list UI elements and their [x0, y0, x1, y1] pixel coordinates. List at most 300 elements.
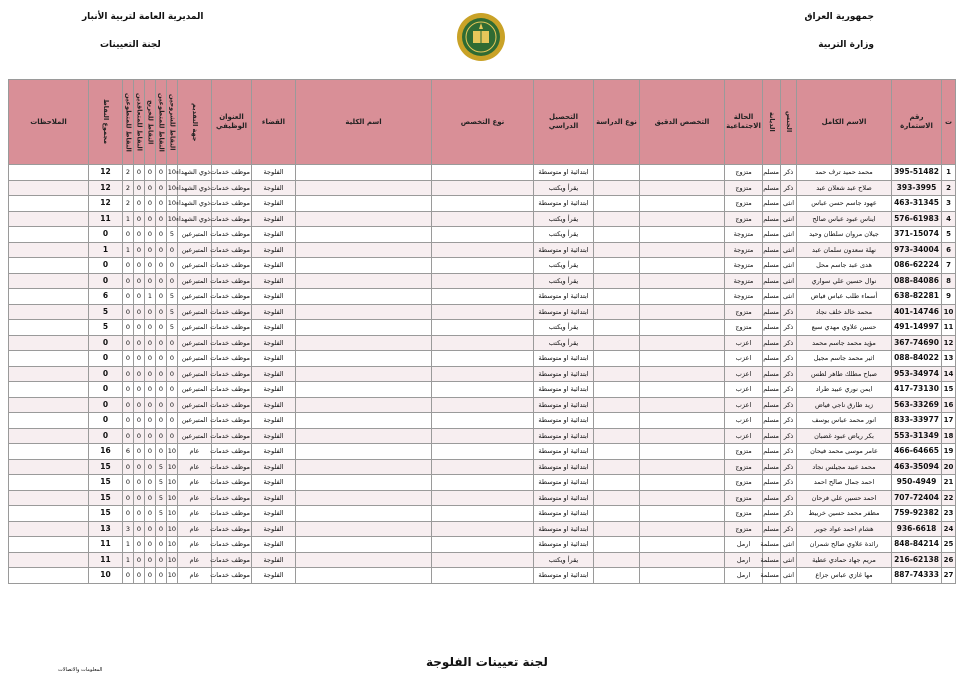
col-header: نوع التخصص — [432, 80, 534, 165]
table-cell: 0 — [123, 428, 134, 444]
table-cell: مسلم — [763, 211, 781, 227]
table-cell: مسلم — [763, 304, 781, 320]
table-cell: انثى — [781, 568, 797, 584]
table-cell: 0 — [134, 537, 145, 553]
table-cell: الفلوجة — [252, 537, 296, 553]
table-cell: مسلم — [763, 227, 781, 243]
table-cell — [432, 413, 534, 429]
table-cell: مسلم — [763, 320, 781, 336]
table-cell: 950-4949 — [892, 475, 942, 491]
table-cell: يقرأ ويكتب — [534, 552, 594, 568]
table-cell: 10 — [167, 568, 178, 584]
table-cell — [296, 211, 432, 227]
col-header: التخصص الدقيق — [640, 80, 725, 165]
table-row — [9, 459, 956, 475]
table-cell: الفلوجة — [252, 289, 296, 305]
table-cell: 1 — [123, 211, 134, 227]
table-cell: متزوج — [725, 320, 763, 336]
table-cell: 0 — [167, 258, 178, 274]
table-cell: 0 — [134, 552, 145, 568]
table-cell — [432, 459, 534, 475]
table-cell: 0 — [156, 335, 167, 351]
table-cell: مسلمة — [763, 552, 781, 568]
header-left-line1: المديرية العامة لتربية الأنبار — [82, 12, 204, 22]
table-cell: 0 — [134, 335, 145, 351]
table-cell: 11 — [89, 537, 123, 553]
table-cell: 0 — [134, 397, 145, 413]
table-cell: 0 — [167, 242, 178, 258]
table-cell — [296, 320, 432, 336]
col-header: اسم الكلية — [296, 80, 432, 165]
table-cell: حسين علاوي مهدي سبع — [797, 320, 892, 336]
table-cell: احمد حسين علي فرحان — [797, 490, 892, 506]
col-header: الاسم الكامل — [797, 80, 892, 165]
table-cell: 0 — [134, 521, 145, 537]
table-cell: مسلمة — [763, 537, 781, 553]
table-cell: متزوج — [725, 459, 763, 475]
table-cell — [594, 397, 640, 413]
table-cell: 0 — [156, 413, 167, 429]
table-cell: مسلم — [763, 521, 781, 537]
table-cell — [296, 196, 432, 212]
table-cell: عام — [178, 521, 212, 537]
table-cell: موظف خدمات — [212, 475, 252, 491]
table-cell: موظف خدمات — [212, 413, 252, 429]
table-cell: انثى — [781, 196, 797, 212]
table-cell — [640, 397, 725, 413]
table-cell: 0 — [89, 397, 123, 413]
table-cell: المتبرعين — [178, 397, 212, 413]
table-cell — [9, 475, 89, 491]
table-cell: 10 — [167, 537, 178, 553]
table-cell: مها غازي عباس جزاع — [797, 568, 892, 584]
table-cell — [640, 444, 725, 460]
table-cell: 0 — [134, 242, 145, 258]
table-cell — [296, 242, 432, 258]
table-cell: 0 — [156, 351, 167, 367]
table-cell: 20 — [942, 459, 956, 475]
table-cell — [594, 351, 640, 367]
table-row — [9, 490, 956, 506]
table-cell — [640, 258, 725, 274]
table-cell: 936-6618 — [892, 521, 942, 537]
table-cell: عام — [178, 552, 212, 568]
table-cell: 367-74690 — [892, 335, 942, 351]
table-cell: انثى — [781, 537, 797, 553]
table-cell — [594, 227, 640, 243]
table-cell: 16 — [89, 444, 123, 460]
table-cell: الفلوجة — [252, 444, 296, 460]
table-cell: 10 — [167, 552, 178, 568]
table-cell — [9, 568, 89, 584]
table-cell: 0 — [145, 428, 156, 444]
table-cell — [296, 552, 432, 568]
table-cell — [640, 382, 725, 398]
table-cell: اعزب — [725, 335, 763, 351]
table-cell: ابتدائية او متوسطة — [534, 537, 594, 553]
table-cell: ذكر — [781, 180, 797, 196]
table-cell — [432, 165, 534, 181]
table-cell: 0 — [145, 165, 156, 181]
table-cell: ذكر — [781, 490, 797, 506]
table-cell: الفلوجة — [252, 382, 296, 398]
table-cell: هدى عبد جاسم محل — [797, 258, 892, 274]
col-header: رقم الاستمارة — [892, 80, 942, 165]
table-cell: عام — [178, 490, 212, 506]
col-header: ت — [942, 80, 956, 165]
table-cell: 10 — [167, 521, 178, 537]
table-cell: 0 — [89, 351, 123, 367]
table-cell: موظف خدمات — [212, 490, 252, 506]
table-cell: 0 — [123, 366, 134, 382]
table-cell: 19 — [942, 444, 956, 460]
table-row — [9, 165, 956, 181]
table-cell: 0 — [156, 320, 167, 336]
table-cell — [9, 397, 89, 413]
table-cell: 0 — [145, 180, 156, 196]
table-cell — [9, 227, 89, 243]
table-cell — [432, 242, 534, 258]
table-cell: 10 — [167, 165, 178, 181]
table-cell: 417-73130 — [892, 382, 942, 398]
table-cell: المتبرعين — [178, 242, 212, 258]
table-cell: 0 — [145, 211, 156, 227]
table-cell: 21 — [942, 475, 956, 491]
table-cell: مسلم — [763, 242, 781, 258]
table-cell: موظف خدمات — [212, 335, 252, 351]
table-cell — [296, 273, 432, 289]
table-cell — [640, 335, 725, 351]
table-cell: 9 — [942, 289, 956, 305]
table-cell — [432, 289, 534, 305]
table-cell: 953-34974 — [892, 366, 942, 382]
table-cell — [9, 196, 89, 212]
table-cell — [640, 242, 725, 258]
table-cell — [594, 258, 640, 274]
table-cell: المتبرعين — [178, 289, 212, 305]
table-row — [9, 397, 956, 413]
table-cell: موظف خدمات — [212, 320, 252, 336]
table-cell: 0 — [167, 382, 178, 398]
table-cell: المتبرعين — [178, 273, 212, 289]
table-cell: مسلم — [763, 165, 781, 181]
table-cell: 0 — [134, 366, 145, 382]
table-cell: الفلوجة — [252, 506, 296, 522]
table-cell: صباح مطلك طاهر لطس — [797, 366, 892, 382]
table-cell: نهلة سعدون سلمان عبد — [797, 242, 892, 258]
table-cell: 707-72404 — [892, 490, 942, 506]
table-cell: 576-61983 — [892, 211, 942, 227]
table-cell: 371-15074 — [892, 227, 942, 243]
table-cell — [296, 227, 432, 243]
header-right-line2: وزارة التربية — [818, 40, 874, 50]
table-cell: 15 — [89, 475, 123, 491]
table-cell: 10 — [167, 196, 178, 212]
table-cell: 12 — [89, 180, 123, 196]
table-cell: متزوجة — [725, 289, 763, 305]
table-cell: 0 — [145, 506, 156, 522]
table-cell — [9, 320, 89, 336]
table-cell: 15 — [942, 382, 956, 398]
table-cell: يقرأ ويكتب — [534, 258, 594, 274]
table-cell: 0 — [134, 444, 145, 460]
table-cell: 3 — [942, 196, 956, 212]
table-cell: 0 — [123, 459, 134, 475]
table-cell: ابتدائية او متوسطة — [534, 568, 594, 584]
table-cell — [9, 366, 89, 382]
table-cell: ذكر — [781, 304, 797, 320]
table-cell: ذكر — [781, 475, 797, 491]
table-row — [9, 506, 956, 522]
table-row — [9, 537, 956, 553]
table-cell: الفلوجة — [252, 227, 296, 243]
table-cell — [296, 521, 432, 537]
table-cell: متزوج — [725, 444, 763, 460]
table-cell — [296, 475, 432, 491]
table-cell: متزوج — [725, 304, 763, 320]
table-cell — [432, 506, 534, 522]
table-cell: 0 — [89, 258, 123, 274]
table-cell: ارمل — [725, 552, 763, 568]
table-cell: 086-62224 — [892, 258, 942, 274]
table-cell: الفلوجة — [252, 397, 296, 413]
table-cell — [296, 258, 432, 274]
table-cell — [594, 444, 640, 460]
table-cell: 5 — [167, 227, 178, 243]
table-cell: 0 — [145, 227, 156, 243]
table-cell — [640, 568, 725, 584]
table-cell: 0 — [123, 273, 134, 289]
table-cell: 0 — [145, 459, 156, 475]
table-cell: 5 — [89, 320, 123, 336]
table-cell — [594, 475, 640, 491]
table-cell — [432, 428, 534, 444]
header-right-line1: جمهورية العراق — [804, 12, 874, 22]
table-cell: 0 — [134, 382, 145, 398]
table-cell: مسلم — [763, 258, 781, 274]
table-cell: 5 — [167, 289, 178, 305]
table-row — [9, 568, 956, 584]
table-cell: 0 — [89, 335, 123, 351]
table-cell: المتبرعين — [178, 320, 212, 336]
table-cell: ابتدائية او متوسطة — [534, 444, 594, 460]
table-cell: 0 — [145, 335, 156, 351]
table-cell: 0 — [123, 351, 134, 367]
table-cell: 15 — [89, 490, 123, 506]
table-cell: 6 — [123, 444, 134, 460]
table-cell: 0 — [134, 320, 145, 336]
table-cell: 0 — [123, 490, 134, 506]
table-cell — [9, 506, 89, 522]
table-cell: 10 — [89, 568, 123, 584]
table-cell — [296, 537, 432, 553]
table-cell — [432, 196, 534, 212]
table-row — [9, 475, 956, 491]
table-cell: 0 — [89, 413, 123, 429]
table-cell: 0 — [145, 444, 156, 460]
table-cell: الفلوجة — [252, 366, 296, 382]
table-cell: 0 — [167, 397, 178, 413]
table-cell: اعزب — [725, 397, 763, 413]
table-cell: المتبرعين — [178, 304, 212, 320]
table-cell: 0 — [145, 537, 156, 553]
table-cell — [432, 366, 534, 382]
table-row — [9, 413, 956, 429]
table-cell: ذكر — [781, 428, 797, 444]
table-cell — [432, 568, 534, 584]
table-cell: 848-84214 — [892, 537, 942, 553]
table-cell: عام — [178, 475, 212, 491]
col-header: العنوان الوظيفي — [212, 80, 252, 165]
table-cell: مظفر محمد حسين خربيط — [797, 506, 892, 522]
table-cell: ابتدائية او متوسطة — [534, 521, 594, 537]
table-cell — [296, 304, 432, 320]
table-cell — [296, 397, 432, 413]
table-cell: 973-34004 — [892, 242, 942, 258]
col-header: النقاط للمتطوعين — [156, 80, 167, 165]
table-cell: ذكر — [781, 506, 797, 522]
table-cell: 0 — [145, 568, 156, 584]
table-cell: ذكر — [781, 165, 797, 181]
table-cell — [9, 165, 89, 181]
table-cell: 0 — [134, 506, 145, 522]
table-cell — [594, 180, 640, 196]
table-cell: 4 — [942, 211, 956, 227]
table-cell — [640, 552, 725, 568]
table-cell: 0 — [145, 382, 156, 398]
table-cell: ابتدائية او متوسطة — [534, 351, 594, 367]
table-cell: انثى — [781, 242, 797, 258]
table-cell — [9, 382, 89, 398]
table-cell: الفلوجة — [252, 273, 296, 289]
table-row — [9, 366, 956, 382]
table-cell: 833-33977 — [892, 413, 942, 429]
table-cell — [594, 289, 640, 305]
table-cell: ذكر — [781, 444, 797, 460]
table-cell — [594, 537, 640, 553]
table-cell: انور محمد عباس يوسف — [797, 413, 892, 429]
table-cell: مسلم — [763, 273, 781, 289]
table-cell — [594, 165, 640, 181]
table-cell: مسلمة — [763, 568, 781, 584]
table-cell: احمد جمال صالح احمد — [797, 475, 892, 491]
table-cell — [9, 537, 89, 553]
table-cell: مسلم — [763, 413, 781, 429]
table-cell — [594, 428, 640, 444]
table-cell: المتبرعين — [178, 413, 212, 429]
table-cell: الفلوجة — [252, 211, 296, 227]
table-cell — [9, 335, 89, 351]
table-cell: ارمل — [725, 568, 763, 584]
table-cell: 0 — [145, 366, 156, 382]
table-cell — [296, 459, 432, 475]
table-cell: يقرأ ويكتب — [534, 227, 594, 243]
table-cell: ابتدائية او متوسطة — [534, 242, 594, 258]
table-cell: 5 — [156, 490, 167, 506]
table-cell — [432, 180, 534, 196]
table-row — [9, 351, 956, 367]
table-row — [9, 258, 956, 274]
table-cell: 10 — [167, 459, 178, 475]
table-cell: ابتدائية او متوسطة — [534, 506, 594, 522]
table-cell: 0 — [123, 258, 134, 274]
table-cell: مؤيد محمد جاسم محمد — [797, 335, 892, 351]
table-cell: 0 — [145, 258, 156, 274]
table-cell — [594, 196, 640, 212]
table-cell: 2 — [123, 180, 134, 196]
table-cell: 0 — [123, 320, 134, 336]
table-cell — [594, 552, 640, 568]
table-cell: ذكر — [781, 382, 797, 398]
table-cell: 15 — [89, 459, 123, 475]
table-cell: مسلم — [763, 180, 781, 196]
table-cell: ابتدائية او متوسطة — [534, 475, 594, 491]
table-cell: الفلوجة — [252, 459, 296, 475]
table-cell — [296, 568, 432, 584]
table-cell: 10 — [167, 475, 178, 491]
table-cell: اعزب — [725, 366, 763, 382]
col-header: الملاحظات — [9, 80, 89, 165]
table-cell: 0 — [145, 304, 156, 320]
table-cell: ذوي الشهداء — [178, 196, 212, 212]
table-row — [9, 289, 956, 305]
table-cell: 0 — [145, 397, 156, 413]
table-cell — [296, 165, 432, 181]
table-cell: مسلم — [763, 459, 781, 475]
table-cell: ذوي الشهداء — [178, 211, 212, 227]
table-cell: 0 — [134, 475, 145, 491]
table-cell — [296, 351, 432, 367]
table-cell: 0 — [156, 568, 167, 584]
table-cell — [432, 320, 534, 336]
table-cell: عامر موسى محمد فيحان — [797, 444, 892, 460]
table-cell — [640, 537, 725, 553]
table-cell: 0 — [145, 552, 156, 568]
table-cell: 0 — [156, 521, 167, 537]
table-cell: 1 — [123, 242, 134, 258]
table-cell: 466-64665 — [892, 444, 942, 460]
table-cell: نوال حسين علي سواري — [797, 273, 892, 289]
table-cell: 0 — [134, 165, 145, 181]
table-cell: اعزب — [725, 428, 763, 444]
table-cell: مسلم — [763, 428, 781, 444]
table-cell: موظف خدمات — [212, 537, 252, 553]
table-cell: عام — [178, 537, 212, 553]
table-cell: 5 — [167, 304, 178, 320]
table-cell: ابتدائية او متوسطة — [534, 490, 594, 506]
table-cell: ابتدائية او متوسطة — [534, 304, 594, 320]
table-cell: 491-14997 — [892, 320, 942, 336]
table-cell: ابتدائية او متوسطة — [534, 428, 594, 444]
table-cell — [594, 459, 640, 475]
table-cell: 0 — [145, 521, 156, 537]
table-cell: ايمن نوري عبيد طراد — [797, 382, 892, 398]
table-cell: موظف خدمات — [212, 459, 252, 475]
table-cell: 0 — [156, 227, 167, 243]
table-cell — [640, 366, 725, 382]
table-cell — [432, 382, 534, 398]
table-header — [9, 80, 956, 165]
table-cell: موظف خدمات — [212, 273, 252, 289]
table-cell: الفلوجة — [252, 475, 296, 491]
table-cell: مسلم — [763, 444, 781, 460]
table-cell — [432, 521, 534, 537]
table-cell: الفلوجة — [252, 521, 296, 537]
col-header: جهة التقديم — [178, 80, 212, 165]
col-header: مجموع النقاط — [89, 80, 123, 165]
table-cell: مسلم — [763, 475, 781, 491]
table-row — [9, 227, 956, 243]
